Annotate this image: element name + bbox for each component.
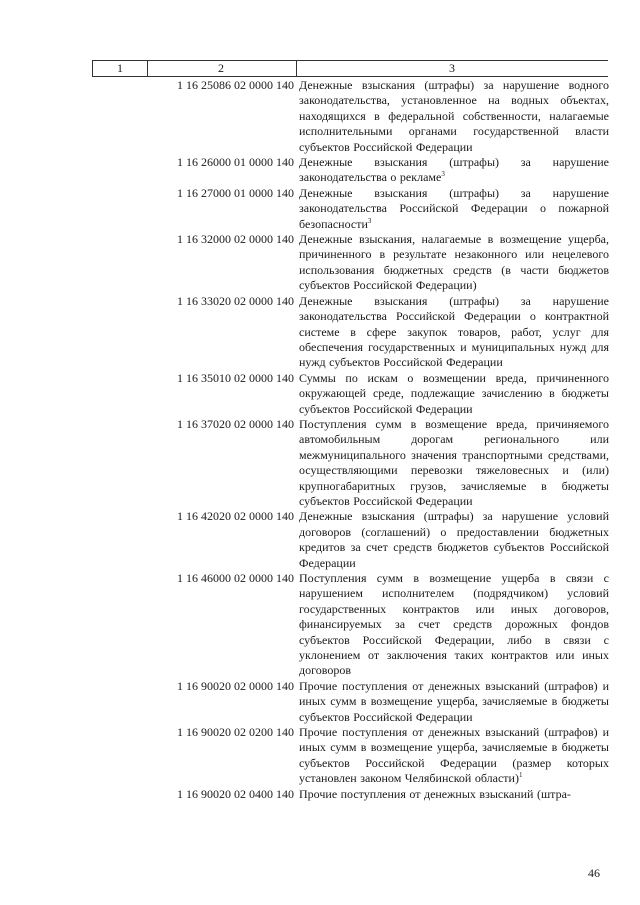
revenue-description: Денежные взыскания, налагаемые в возмещение ущерба, причиненного в результате незаконного или нецелевого использования бюджетных средств (в части бюджетов субъектов Российской Федерации) — [299, 232, 609, 293]
page-number: 46 — [588, 866, 600, 880]
footnote-ref: 1 — [518, 771, 523, 780]
revenue-description: Поступления сумм в возмещение ущерба в связи с нарушением исполнителем (подрядчиком) условий государственных контрактов или иных договоров, финансируемых за счет средств дорожных фондов субъектов Российской Федерации, либо в связи с уклонением от заключения таких контрактов или иных договоров — [299, 571, 609, 678]
revenue-description: Прочие поступления от денежных взысканий (штрафов) и иных сумм в возмещение ущерба, зачисляемые в бюджеты субъектов Российской Федерации — [299, 678, 609, 724]
table-row — [0, 294, 640, 371]
table-row — [0, 186, 640, 232]
table-row — [0, 509, 640, 571]
revenue-code: 1 16 27000 01 0000 140 — [177, 185, 294, 200]
table-row — [0, 232, 640, 294]
footnote-ref: 3 — [367, 216, 372, 225]
revenue-description: Денежные взыскания (штрафы) за нарушение законодательства о рекламе$^3$ — [299, 155, 609, 185]
revenue-code: 1 16 37020 02 0000 140 — [177, 416, 294, 431]
revenue-description: Денежные взыскания (штрафы) за нарушение условий договоров (соглашений) о предоставлении бюджетных кредитов за счет средств бюджетов субъектов Российской Федерации — [299, 509, 609, 570]
table-row — [0, 571, 640, 679]
table-row — [0, 371, 640, 417]
table-row — [0, 155, 640, 186]
table-row — [0, 679, 640, 725]
revenue-description: Прочие поступления от денежных взысканий (штрафов) и иных сумм в возмещение ущерба, зачисляемые в бюджеты субъектов Российской Федерации (размер которых установлен законом Челябинской области)$^1$ — [299, 725, 609, 786]
revenue-code: 1 16 90020 02 0200 140 — [177, 725, 294, 740]
revenue-code: 1 16 32000 02 0000 140 — [177, 232, 294, 247]
table-row — [0, 78, 640, 155]
revenue-code: 1 16 90020 02 0000 140 — [177, 678, 294, 693]
column-number-1: 1 — [92, 61, 148, 77]
revenue-description: Прочие поступления от денежных взысканий (штра- — [299, 786, 571, 801]
revenue-code: 1 16 90020 02 0400 140 — [177, 786, 294, 801]
column-number-3: 3 — [296, 61, 608, 77]
revenue-description: Поступления сумм в возмещение вреда, причиняемого автомобильным дорогам регионального или межмуниципального значения транспортными средствами, осуществляющими перевозки тяжеловесных и (или) крупногабаритных грузов, зачисляемые в бюджеты субъектов Российской Федерации — [299, 416, 609, 508]
revenue-code: 1 16 26000 01 0000 140 — [177, 155, 294, 170]
revenue-code: 1 16 42020 02 0000 140 — [177, 509, 294, 524]
revenue-description: Денежные взыскания (штрафы) за нарушение водного законодательства, установленное на водных объектах, находящихся в федеральной собственности, налагаемые исполнительными органами государственной власти субъектов Российской Федерации — [299, 78, 609, 154]
revenue-code: 1 16 33020 02 0000 140 — [177, 293, 294, 308]
revenue-code: 1 16 35010 02 0000 140 — [177, 370, 294, 385]
table-row — [0, 417, 640, 509]
table-row — [0, 787, 640, 802]
revenue-description: Денежные взыскания (штрафы) за нарушение законодательства Российской Федерации о пожарной безопасности$^3$ — [299, 185, 609, 231]
table-row — [0, 725, 640, 787]
revenue-code: 1 16 46000 02 0000 140 — [177, 571, 294, 585]
revenue-description: Денежные взыскания (штрафы) за нарушение законодательства Российской Федерации о контрактной системе в сфере закупок товаров, работ, услуг для обеспечения государственных и муниципальных нужд для нужд субъектов Российской Федерации — [299, 293, 609, 370]
revenue-code-table — [0, 78, 640, 802]
column-number-2: 2 — [146, 61, 297, 77]
revenue-description: Суммы по искам о возмещении вреда, причиненного окружающей среде, подлежащие зачислению в бюджеты субъектов Российской Федерации — [299, 370, 609, 416]
revenue-code: 1 16 25086 02 0000 140 — [177, 78, 294, 92]
footnote-ref: 3 — [441, 170, 445, 179]
